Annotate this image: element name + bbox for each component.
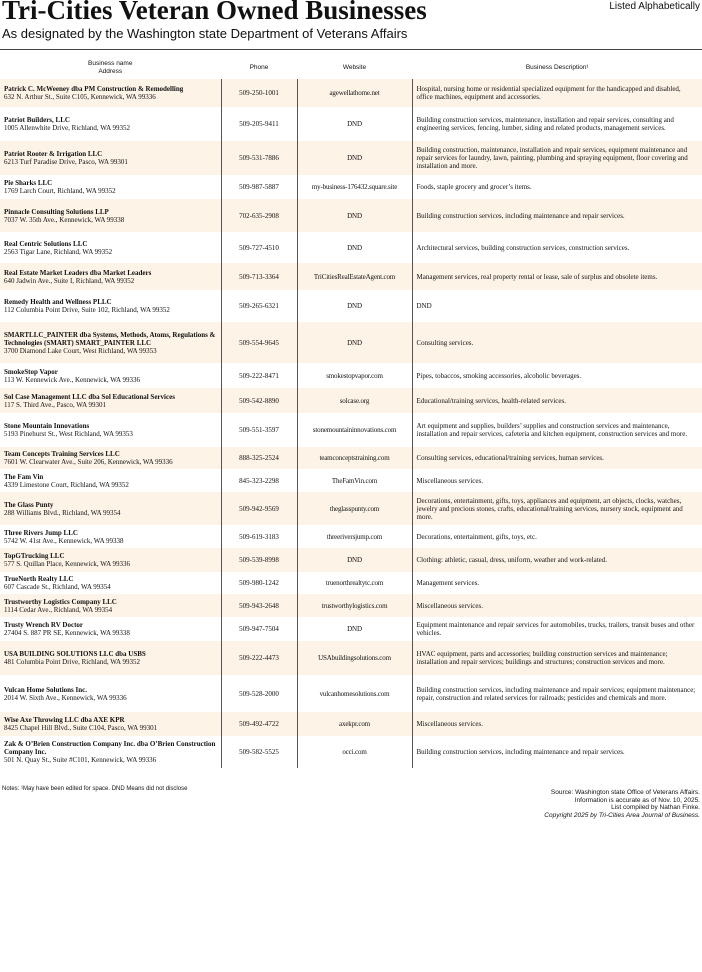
business-cell <box>0 736 221 768</box>
description-cell: Decorations, entertainment, gifts, toys, etc. <box>412 525 702 548</box>
business-address: 7037 W. 35th Ave., Kennewick, WA 99338 <box>4 215 125 224</box>
website-cell: theglasspunty.com <box>297 492 412 525</box>
business-address: 1769 Larch Court, Richland, WA 99352 <box>4 187 116 195</box>
business-cell <box>0 388 221 413</box>
table-row <box>0 107 702 141</box>
business-cell <box>0 107 221 141</box>
website-cell: vulcanhomesolutions.com <box>297 675 412 712</box>
business-address: 481 Columbia Point Drive, Richland, WA 99352 <box>4 658 140 666</box>
description-cell: Educational/training services, health-related services. <box>412 388 702 413</box>
source-line: Source: Washington state Office of Veterans Affairs. <box>550 789 700 796</box>
business-name: Pinnacle Consulting Solutions LLP <box>4 207 109 216</box>
description-cell: Decorations, entertainment, gifts, toys, appliances and equipment, art objects, clocks, watches, jewelry and precious stones, crafts, educational/training services, nursery stock, equipment and more. <box>412 492 702 525</box>
phone-cell: 509-539-8998 <box>221 548 297 572</box>
business-address: 2563 Tigar Lane, Richland, WA 99352 <box>4 247 113 256</box>
business-address: 501 N. Quay St., Suite #C101, Kennewick, WA 99336 <box>4 756 157 764</box>
business-name: Vulcan Home Solutions Inc. <box>4 685 87 694</box>
table-row <box>0 263 702 290</box>
business-name: SMARTLLC_PAINTER dba Systems, Methods, Atoms, Regulations & Technologies (SMART) SMART_PAINTER LLC <box>4 330 216 347</box>
phone-cell: 509-943-2648 <box>221 594 297 617</box>
description-cell: Building construction services, maintenance, installation and repair services, consulting and engineering services, fencing, lumber, siding and related products, management services. <box>412 107 702 141</box>
table-row <box>0 175 702 199</box>
table-row <box>0 617 702 641</box>
business-cell <box>0 263 221 290</box>
phone-cell: 509-947-7504 <box>221 617 297 641</box>
phone-cell: 702-635-2908 <box>221 199 297 232</box>
business-name: Sol Case Management LLC dba Sol Educational Services <box>4 392 175 401</box>
table-row <box>0 641 702 675</box>
business-name: Patriot Builders, LLC <box>4 116 70 124</box>
phone-cell: 509-554-9645 <box>221 322 297 363</box>
business-address: 8425 Chapel Hill Blvd., Suite C104, Pasco, WA 99301 <box>4 724 158 732</box>
phone-cell: 509-980-1242 <box>221 572 297 594</box>
description-cell: Building construction services, including maintenance and repair services. <box>412 736 702 768</box>
description-cell: Clothing: athletic, casual, dress, uniform, weather and work-related. <box>412 548 702 572</box>
website-cell: smokestopvapor.com <box>297 363 412 388</box>
business-cell <box>0 79 221 107</box>
phone-cell: 509-542-8890 <box>221 388 297 413</box>
website-cell: DND <box>297 322 412 363</box>
business-name: The Fam Vin <box>4 472 44 481</box>
phone-cell: 509-528-2000 <box>221 675 297 712</box>
table-header-row <box>0 57 702 79</box>
business-name: Stone Mountain Innovations <box>4 422 90 430</box>
listed-note: Listed Alphabetically <box>609 1 700 12</box>
description-cell: Management services, real property rental or lease, sale of surplus and obsolete items. <box>412 263 702 290</box>
column-header-description: Business Description¹ <box>525 64 589 71</box>
table-row <box>0 525 702 548</box>
business-name: Pie Sharks LLC <box>4 179 53 187</box>
table-row <box>0 572 702 594</box>
page-title: Tri-Cities Veteran Owned Businesses <box>2 0 427 25</box>
business-name: Patrick C. McWeeney dba PM Construction & Remodelling <box>4 85 184 93</box>
description-cell: HVAC equipment, parts and accessories; building construction services and maintenance; installation and repair services; buildings and structures; construction services and more. <box>412 641 702 675</box>
description-cell: DND <box>412 290 702 322</box>
business-cell <box>0 641 221 675</box>
business-name: TopGTrucking LLC <box>4 552 65 560</box>
table-row <box>0 469 702 492</box>
website-cell: DND <box>297 617 412 641</box>
business-cell <box>0 469 221 492</box>
business-address: 117 S. Third Ave., Pasco, WA 99301 <box>4 400 107 409</box>
business-cell <box>0 548 221 572</box>
business-address: 1114 Cedar Ave., Richland, WA 99354 <box>4 605 113 614</box>
table-row <box>0 492 702 525</box>
business-address: 3700 Diamond Lake Court, West Richland, WA 99353 <box>4 346 157 355</box>
phone-cell: 509-205-9411 <box>221 107 297 141</box>
business-name: Real Estate Market Leaders dba Market Leaders <box>4 268 152 277</box>
phone-cell: 509-551-3597 <box>221 413 297 447</box>
website-cell: DND <box>297 548 412 572</box>
table-row <box>0 548 702 572</box>
table-row <box>0 290 702 322</box>
description-cell: Building construction services, including maintenance and repair services; equipment maintenance; repair, construction and related services for railroads; pesticides and chemicals and more. <box>412 675 702 712</box>
business-address: 5193 Pinehurst St., West Richland, WA 99353 <box>4 430 133 438</box>
business-name: The Glass Punty <box>4 500 54 509</box>
business-name: Trustworthy Logistics Company LLC <box>4 597 117 606</box>
business-cell <box>0 290 221 322</box>
business-address: 577 S. Quillan Place, Kennewick, WA 99336 <box>4 560 131 568</box>
website-cell: trustworthylogistics.com <box>297 594 412 617</box>
business-name: Three Rivers Jump LLC <box>4 528 78 537</box>
business-table <box>0 57 702 768</box>
description-cell: Consulting services. <box>412 322 702 363</box>
table-row <box>0 199 702 232</box>
description-cell: Miscellaneous services. <box>412 594 702 617</box>
phone-cell: 845-323-2298 <box>221 469 297 492</box>
description-cell: Hospital, nursing home or residential specialized equipment for the handicapped and disabled, office machines, equipment and accessories. <box>412 79 702 107</box>
table-row <box>0 322 702 363</box>
footer-source <box>544 789 700 819</box>
business-address: 288 Williams Blvd., Richland, WA 99354 <box>4 508 121 517</box>
description-cell: Management services. <box>412 572 702 594</box>
business-address: 5742 W. 41st Ave., Kennewick, WA 99338 <box>4 536 124 545</box>
phone-cell: 509-727-4510 <box>221 232 297 263</box>
compiled-line: List compiled by Nathan Finke. <box>611 804 700 812</box>
phone-cell: 509-582-5525 <box>221 736 297 768</box>
table-row <box>0 594 702 617</box>
table-row <box>0 712 702 736</box>
business-cell <box>0 617 221 641</box>
phone-cell: 509-222-4473 <box>221 641 297 675</box>
website-cell: DND <box>297 290 412 322</box>
description-cell: Building construction services, including maintenance and repair services. <box>412 199 702 232</box>
phone-cell: 509-250-1001 <box>221 79 297 107</box>
column-header-name-line2: Address <box>98 68 123 75</box>
description-cell: Pipes, tobaccos, smoking accessories, alcoholic beverages. <box>412 363 702 388</box>
header-divider <box>0 49 702 50</box>
business-address: 632 N. Arthur St., Suite C105, Kennewick, WA 99336 <box>4 93 156 101</box>
table-row <box>0 736 702 768</box>
business-cell <box>0 447 221 469</box>
phone-cell: 509-987-5887 <box>221 175 297 199</box>
accuracy-line: Information is accurate as of Nov. 10, 2025. <box>574 796 700 804</box>
business-cell <box>0 363 221 388</box>
phone-cell: 509-942-9569 <box>221 492 297 525</box>
business-cell <box>0 572 221 594</box>
website-cell: stonemountaininnovations.com <box>297 413 412 447</box>
phone-cell: 509-492-4722 <box>221 712 297 736</box>
business-name: TrueNorth Realty LLC <box>4 575 74 583</box>
business-name: Trusty Wrench RV Doctor <box>4 621 84 629</box>
business-address: 607 Cascade St., Richland, WA 99354 <box>4 583 111 591</box>
business-cell <box>0 413 221 447</box>
business-name: Zak & O’Brien Construction Company Inc. dba O’Brien Construction Company Inc. <box>4 740 216 756</box>
table-body <box>0 79 702 768</box>
description-cell: Art equipment and supplies, builders’ supplies and construction services and maintenance, installation and repair services, cafeteria and kitchen equipment, construction services and more. <box>412 413 702 447</box>
table-row <box>0 413 702 447</box>
website-cell: DND <box>297 141 412 175</box>
description-cell: Building construction, maintenance, installation and repair services, equipment maintenance and repair services for laundry, lawn, painting, plumbing and spraying equipment, floor covering and installation and more. <box>412 141 702 175</box>
column-header-name-line1: Business name <box>88 60 133 67</box>
business-address: 6213 Turf Paradise Drive, Pasco, WA 99301 <box>4 158 128 166</box>
business-address: 2014 W. Sixth Ave., Kennewick, WA 99336 <box>4 693 127 702</box>
description-cell: Miscellaneous services. <box>412 712 702 736</box>
phone-cell: 509-531-7886 <box>221 141 297 175</box>
business-address: 27404 S. 887 PR SE, Kennewick, WA 99338 <box>4 629 130 637</box>
website-cell: DND <box>297 199 412 232</box>
table-row <box>0 79 702 107</box>
business-name: SmokeStop Vapor <box>4 367 58 376</box>
website-cell: teamconceptstraining.com <box>297 447 412 469</box>
phone-cell: 509-222-8471 <box>221 363 297 388</box>
table-row <box>0 141 702 175</box>
business-cell <box>0 525 221 548</box>
column-header-name <box>0 57 221 79</box>
business-cell <box>0 675 221 712</box>
table-row <box>0 363 702 388</box>
business-cell <box>0 199 221 232</box>
business-cell <box>0 712 221 736</box>
phone-cell: 509-619-3183 <box>221 525 297 548</box>
copyright-line: Copyright 2025 by Tri-Cities Area Journal of Business. <box>544 811 700 819</box>
website-cell: my-business-176432.square.site <box>297 175 412 199</box>
business-name: Real Centric Solutions LLC <box>4 239 88 248</box>
website-cell: DND <box>297 232 412 263</box>
description-cell: Consulting services, educational/training services, human services. <box>412 447 702 469</box>
business-cell <box>0 594 221 617</box>
website-cell: TheFamVin.com <box>297 469 412 492</box>
business-cell <box>0 322 221 363</box>
business-cell <box>0 175 221 199</box>
table-row <box>0 232 702 263</box>
business-address: 1005 Allenwhite Drive, Richland, WA 99352 <box>4 124 131 132</box>
phone-cell: 509-713-3364 <box>221 263 297 290</box>
description-cell: Foods, staple grocery and grocer’s items. <box>412 175 702 199</box>
description-cell: Architectural services, building construction services, construction services. <box>412 232 702 263</box>
business-address: 113 W. Kennewick Ave., Kennewick, WA 99336 <box>4 375 140 384</box>
phone-cell: 888-325-2524 <box>221 447 297 469</box>
business-address: 640 Jadwin Ave., Suite I, Richland, WA 99352 <box>4 276 135 285</box>
business-name: Remedy Health and Wellness PLLC <box>4 298 112 306</box>
business-cell <box>0 141 221 175</box>
website-cell: truenorthrealtytc.com <box>297 572 412 594</box>
website-cell: DND <box>297 107 412 141</box>
description-cell: Miscellaneous services. <box>412 469 702 492</box>
business-address: 7601 W. Clearwater Ave., Suite 206, Kennewick, WA 99336 <box>4 458 173 466</box>
website-cell: TriCitiesRealEstateAgent.com <box>297 263 412 290</box>
business-address: 112 Columbia Point Drive, Suite 102, Richland, WA 99352 <box>4 306 170 314</box>
table-row <box>0 675 702 712</box>
business-name: Team Concepts Training Services LLC <box>4 450 120 458</box>
website-cell: agewellathome.net <box>297 79 412 107</box>
website-cell: threeriversjump.com <box>297 525 412 548</box>
description-cell: Equipment maintenance and repair services for automobiles, trucks, trailers, transit buses and other vehicles. <box>412 617 702 641</box>
table-row <box>0 447 702 469</box>
business-name: USA BUILDING SOLUTIONS LLC dba USBS <box>4 650 146 658</box>
footer-notes: Notes: ¹May have been edited for space. DND Means did not disclose <box>2 786 188 792</box>
table-row <box>0 388 702 413</box>
business-name: Patriot Rooter & Irrigation LLC <box>4 150 103 158</box>
website-cell: axekpr.com <box>297 712 412 736</box>
website-cell: occi.com <box>297 736 412 768</box>
column-header-website: Website <box>342 64 367 71</box>
business-name: Wise Axe Throwing LLC dba AXE KPR <box>4 716 125 724</box>
column-header-phone: Phone <box>249 64 269 71</box>
business-cell <box>0 492 221 525</box>
page-subtitle: As designated by the Washington state Department of Veterans Affairs <box>2 26 408 41</box>
phone-cell: 509-265-6321 <box>221 290 297 322</box>
business-cell <box>0 232 221 263</box>
website-cell: solcase.org <box>297 388 412 413</box>
business-address: 4339 Limestone Court, Richland, WA 99352 <box>4 480 129 489</box>
website-cell: USAbuildingsolutions.com <box>297 641 412 675</box>
